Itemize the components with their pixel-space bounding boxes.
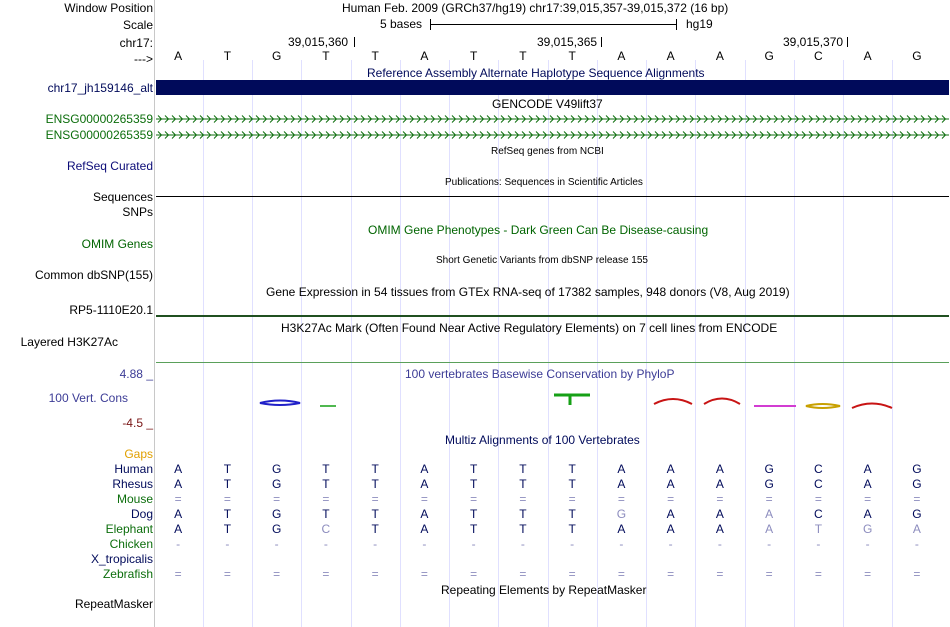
coord-tick (847, 37, 848, 47)
multiz-track-title[interactable]: Multiz Alignments of 100 Vertebrates (445, 433, 640, 447)
alignment-base: T (519, 507, 527, 521)
scale-bar-left-tick (430, 19, 431, 30)
alignment-base: = (765, 492, 773, 506)
alignment-base: = (617, 567, 625, 581)
dbsnp-track-label[interactable]: Common dbSNP(155) (34, 268, 153, 282)
alignment-base: - (373, 537, 378, 551)
alignment-base: A (174, 477, 183, 491)
alignment-base: A (666, 522, 675, 536)
alignment-base: A (765, 522, 774, 536)
alignment-base: G (271, 522, 282, 536)
snps-label[interactable]: SNPs (122, 205, 153, 219)
alignment-base: G (271, 477, 282, 491)
alignment-base: T (223, 507, 232, 521)
alignment-base: A (174, 522, 183, 536)
repeatmasker-track-title[interactable]: Repeating Elements by RepeatMasker (441, 583, 647, 597)
alignment-base: = (568, 567, 576, 581)
alignment-base: A (863, 477, 872, 491)
alignment-base: C (814, 507, 823, 521)
alignment-base: G (271, 507, 282, 521)
base-letter: A (666, 49, 675, 63)
base-letter: T (519, 49, 527, 63)
alignment-base: A (617, 462, 626, 476)
alignment-base: = (864, 567, 872, 581)
alignment-base: A (715, 507, 724, 521)
alignment-base: T (371, 522, 379, 536)
conservation-max-label: 4.88 _ (119, 367, 153, 381)
alignment-base: T (322, 477, 330, 491)
alignment-base: T (469, 522, 478, 536)
alignment-base: T (371, 507, 379, 521)
alignment-base: = (322, 492, 330, 506)
alignment-base: = (470, 492, 478, 506)
alignment-base: = (322, 567, 330, 581)
alignment-base: G (271, 462, 282, 476)
gtex-track-title[interactable]: Gene Expression in 54 tissues from GTEx RNA-seq of 17382 samples, 948 donors (V8, Aug 2019) (266, 285, 790, 299)
alignment-base: A (715, 522, 724, 536)
phylop-green-t (554, 395, 590, 405)
gtex-track-label[interactable]: RP5-1110E20.1 (69, 303, 153, 317)
alignment-base: G (764, 477, 774, 491)
alignment-base: - (865, 537, 870, 551)
alignment-base: = (519, 567, 527, 581)
alt-haplotype-block[interactable] (156, 80, 949, 95)
alignment-base: T (814, 522, 823, 536)
alignment-base: - (570, 537, 575, 551)
alignment-base: = (814, 492, 822, 506)
alignment-base: T (322, 507, 330, 521)
conservation-track-label[interactable]: 100 Vert. Cons (48, 391, 128, 405)
alignment-base: A (863, 507, 872, 521)
species-label[interactable]: Chicken (109, 537, 153, 551)
alignment-base: A (765, 507, 774, 521)
alignment-base: A (617, 477, 626, 491)
species-label[interactable]: Mouse (116, 492, 153, 506)
phylop-red-peak (654, 399, 692, 404)
alignment-base: T (469, 507, 478, 521)
gencode-track-title[interactable]: GENCODE V49lift37 (492, 97, 603, 111)
scale-db: hg19 (686, 17, 713, 31)
alignment-base: - (767, 537, 772, 551)
refseq-track-label[interactable]: RefSeq Curated (66, 159, 153, 173)
gtex-gene-bar[interactable] (156, 315, 949, 317)
alignment-base: = (765, 567, 773, 581)
alignment-base: T (223, 462, 232, 476)
alignment-base: G (862, 522, 873, 536)
alignment-base: - (323, 537, 328, 551)
alignment-base: T (568, 477, 576, 491)
conservation-min-label: -4.5 _ (122, 416, 153, 430)
alignment-base: G (616, 507, 627, 521)
alignment-base: = (273, 492, 281, 506)
phylop-red-peak (704, 399, 740, 405)
phylop-yellow-oval (806, 404, 840, 408)
species-label[interactable]: Human (114, 462, 153, 476)
alignment-base: C (321, 522, 331, 536)
base-letter: A (420, 49, 429, 63)
alignment-base: T (223, 477, 232, 491)
alignment-base: G (912, 477, 922, 491)
alignment-base: = (913, 492, 921, 506)
gencode-gene-feature[interactable] (156, 130, 949, 140)
base-letter: T (568, 49, 576, 63)
alignment-base: T (371, 477, 379, 491)
base-letter: A (174, 49, 183, 63)
conservation-wiggle[interactable] (156, 392, 949, 416)
base-letter: A (715, 49, 724, 63)
coord-tick (354, 37, 355, 47)
alignment-base: A (420, 462, 429, 476)
strand-arrow-label: ---> (134, 52, 153, 66)
alignment-base: = (716, 492, 724, 506)
base-letter: T (371, 49, 379, 63)
alignment-base: T (469, 477, 478, 491)
refseq-track-title[interactable]: RefSeq genes from NCBI (491, 146, 604, 157)
base-letter: T (322, 49, 330, 63)
gencode-item-label[interactable]: ENSG00000265359 (45, 112, 153, 126)
publications-sequence-line[interactable] (156, 196, 949, 197)
scale-label: Scale (122, 18, 153, 32)
label-column-divider (154, 0, 155, 627)
alignment-base: = (519, 492, 527, 506)
h3k27ac-baseline (156, 362, 949, 363)
alignment-base: G (764, 462, 774, 476)
base-letter: A (617, 49, 626, 63)
alignment-base: - (816, 537, 821, 551)
scale-bar-right-tick (676, 19, 677, 30)
publications-track-title[interactable]: Publications: Sequences in Scientific Articles (445, 177, 643, 188)
alignment-base: - (668, 537, 673, 551)
sequences-label[interactable]: Sequences (92, 190, 153, 204)
alt-haplotype-label[interactable]: chr17_jh159146_alt (47, 81, 153, 95)
alignment-base: T (322, 462, 330, 476)
coord-label: 39,015,360 (288, 35, 349, 49)
alignment-base: G (912, 462, 922, 476)
alignment-base: A (420, 477, 429, 491)
alignment-base: A (715, 462, 724, 476)
alignment-base: = (371, 492, 379, 506)
base-letter: G (764, 49, 774, 63)
species-label[interactable]: Zebrafish (102, 567, 153, 581)
h3k27ac-track-title[interactable]: H3K27Ac Mark (Often Found Near Active Regulatory Elements) on 7 cell lines from ENCODE (281, 321, 778, 335)
alignment-base: - (471, 537, 476, 551)
alignment-base: T (469, 462, 478, 476)
alignment-base: = (371, 567, 379, 581)
alignment-base: T (519, 477, 527, 491)
base-letter: T (223, 49, 232, 63)
alignment-base: = (716, 567, 724, 581)
omim-track-title[interactable]: OMIM Gene Phenotypes - Dark Green Can Be Disease-causing (368, 223, 709, 237)
alignment-base: = (420, 492, 428, 506)
alignment-base: - (914, 537, 919, 551)
alignment-base: = (223, 567, 231, 581)
base-letter: C (814, 49, 823, 63)
alignment-base: A (174, 507, 183, 521)
alignment-base: - (520, 537, 525, 551)
species-label[interactable]: X_tropicalis (90, 552, 153, 566)
base-letter: G (271, 49, 282, 63)
alignment-base: A (174, 462, 183, 476)
alignment-base: = (223, 492, 231, 506)
alignment-base: T (519, 522, 527, 536)
alignment-base: = (667, 492, 675, 506)
coord-label: 39,015,365 (537, 35, 598, 49)
base-letter: T (469, 49, 478, 63)
chrom-label: chr17: (119, 36, 153, 50)
alignment-base: A (420, 522, 429, 536)
alignment-base: = (174, 567, 182, 581)
alignment-base: T (223, 522, 232, 536)
alt-haplotype-track-title[interactable]: Reference Assembly Alternate Haplotype Sequence Alignments (367, 66, 705, 80)
alignment-base: = (617, 492, 625, 506)
phylop-blue-blob (260, 401, 300, 406)
base-letter: G (912, 49, 922, 63)
alignment-base: - (176, 537, 181, 551)
alignment-base: - (274, 537, 279, 551)
species-label[interactable]: Elephant (105, 522, 153, 536)
alignment-base: - (422, 537, 427, 551)
alignment-base: = (814, 567, 822, 581)
scale-text: 5 bases (380, 17, 423, 31)
gencode-gene-feature[interactable] (156, 114, 949, 124)
h3k27ac-track-label[interactable]: Layered H3K27Ac (20, 335, 118, 349)
alignment-base: T (568, 462, 576, 476)
alignment-base: - (619, 537, 624, 551)
alignment-base: T (519, 462, 527, 476)
repeatmasker-track-label[interactable]: RepeatMasker (74, 597, 153, 611)
alignment-base: = (864, 492, 872, 506)
conservation-track-title[interactable]: 100 vertebrates Basewise Conservation by PhyloP (405, 367, 675, 381)
window-position-value: Human Feb. 2009 (GRCh37/hg19) chr17:39,015,357-39,015,372 (16 bp) (342, 1, 729, 15)
alignment-base: A (666, 507, 675, 521)
window-position-label: Window Position (64, 1, 153, 15)
scale-bar (430, 24, 677, 25)
alignment-base: = (273, 567, 281, 581)
alignment-base: T (568, 507, 576, 521)
base-letter: A (863, 49, 872, 63)
omim-track-label[interactable]: OMIM Genes (81, 237, 153, 251)
alignment-base: A (420, 507, 429, 521)
alignment-base: T (568, 522, 576, 536)
coord-tick (601, 37, 602, 47)
alignment-base: = (568, 492, 576, 506)
gencode-item-label[interactable]: ENSG00000265359 (45, 128, 153, 142)
alignment-base: A (863, 462, 872, 476)
multiz-gaps-label[interactable]: Gaps (124, 447, 153, 461)
dbsnp-track-title[interactable]: Short Genetic Variants from dbSNP release 155 (436, 255, 648, 266)
species-label[interactable]: Rhesus (112, 477, 153, 491)
alignment-base: = (667, 567, 675, 581)
alignment-base: A (715, 477, 724, 491)
alignment-base: = (470, 567, 478, 581)
alignment-base: C (814, 462, 823, 476)
alignment-base: A (617, 522, 626, 536)
alignment-base: C (814, 477, 823, 491)
alignment-base: = (913, 567, 921, 581)
alignment-base: = (174, 492, 182, 506)
alignment-base: A (666, 477, 675, 491)
alignment-base: A (666, 462, 675, 476)
species-label[interactable]: Dog (130, 507, 153, 521)
coord-label: 39,015,370 (783, 35, 844, 49)
alignment-base: - (225, 537, 230, 551)
phylop-red-peak (852, 404, 892, 409)
alignment-base: T (371, 462, 379, 476)
alignment-base: A (912, 522, 921, 536)
alignment-base: = (420, 567, 428, 581)
alignment-base: - (717, 537, 722, 551)
alignment-base: G (912, 507, 922, 521)
